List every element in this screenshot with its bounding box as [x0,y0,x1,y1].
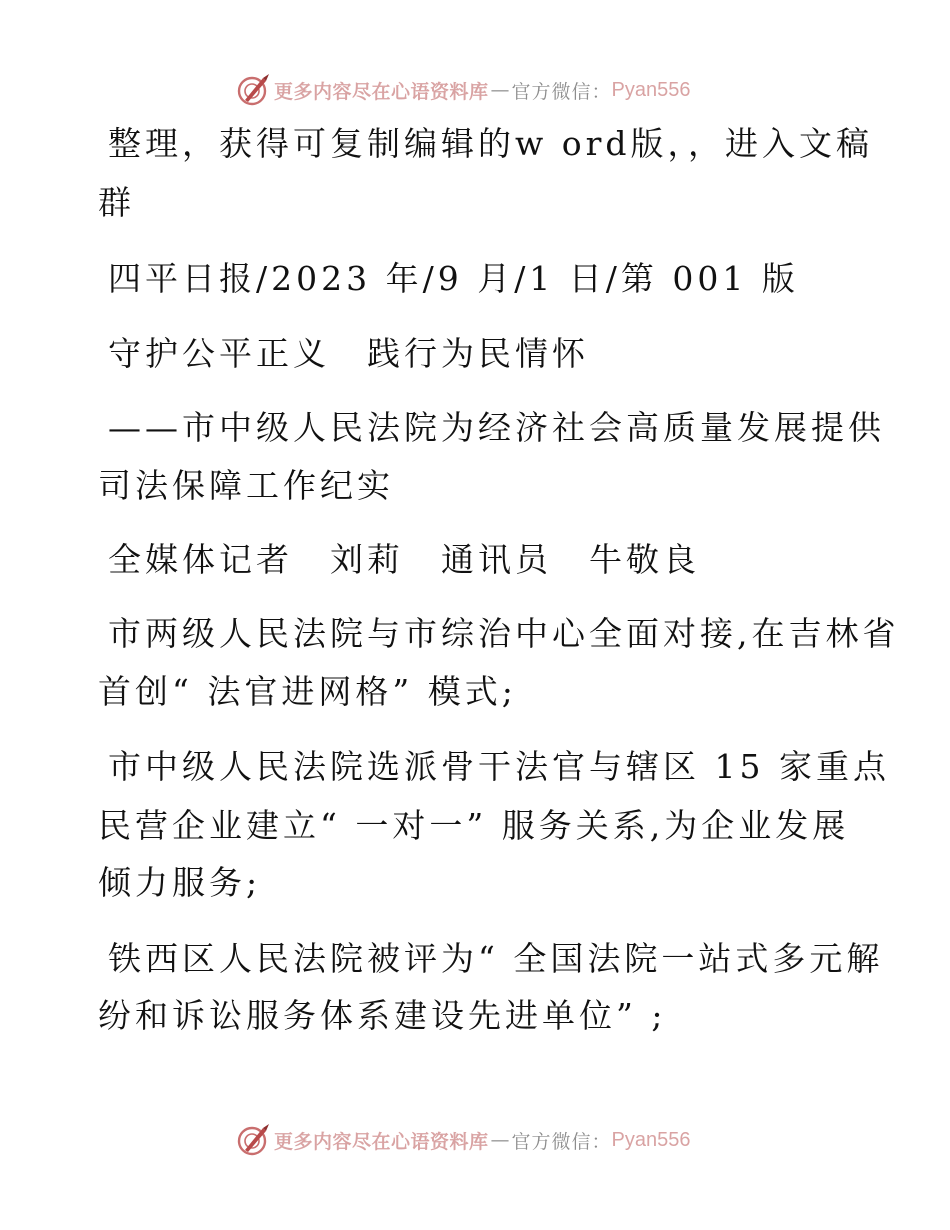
paragraph-line: 市两级人民法院与市综治中心全面对接,在吉林省 [108,614,900,653]
paragraph-line: 民营企业建立“ 一对一” 服务关系,为企业发展 [98,806,850,845]
quill-pen-logo-icon [236,1123,270,1157]
paragraph-line: 市中级人民法院选派骨干法官与辖区 15 家重点 [108,747,890,786]
banner-slogan: 更多内容尽在心语资料库 [274,80,489,103]
quill-pen-logo-icon [236,73,270,107]
article-headline: 守护公平正义 践行为民情怀 [108,334,589,373]
banner-wechat-label: 官方微信： [511,1130,612,1153]
source-line: 四平日报/2023 年/9 月/1 日/第 001 版 [108,259,799,298]
banner-slogan: 更多内容尽在心语资料库 [274,1130,489,1153]
footer-banner [236,1122,691,1158]
header-banner [236,72,691,108]
banner-separator: — [490,79,510,101]
banner-wechat-label: 官方微信： [511,80,612,103]
banner-wechat-id: Pyan556 [611,1128,691,1151]
paragraph-line: 首创“ 法官进网格” 模式; [98,672,517,711]
paragraph-line: 倾力服务; [98,863,262,902]
paragraph-line: 铁西区人民法院被评为“ 全国法院一站式多元解 [108,939,884,978]
banner-wechat-id: Pyan556 [611,78,691,101]
article-subtitle: 司法保障工作纪实 [98,466,394,505]
paragraph-line: 纷和诉讼服务体系建设先进单位” ; [98,996,667,1035]
banner-separator: — [490,1129,510,1151]
byline: 全媒体记者 刘莉 通讯员 牛敬良 [108,540,700,579]
intro-line: 群 [98,183,135,222]
intro-line: 整理，获得可复制编辑的w ord版，，进入文稿 [108,124,874,163]
article-subtitle: ——市中级人民法院为经济社会高质量发展提供 [108,408,885,447]
